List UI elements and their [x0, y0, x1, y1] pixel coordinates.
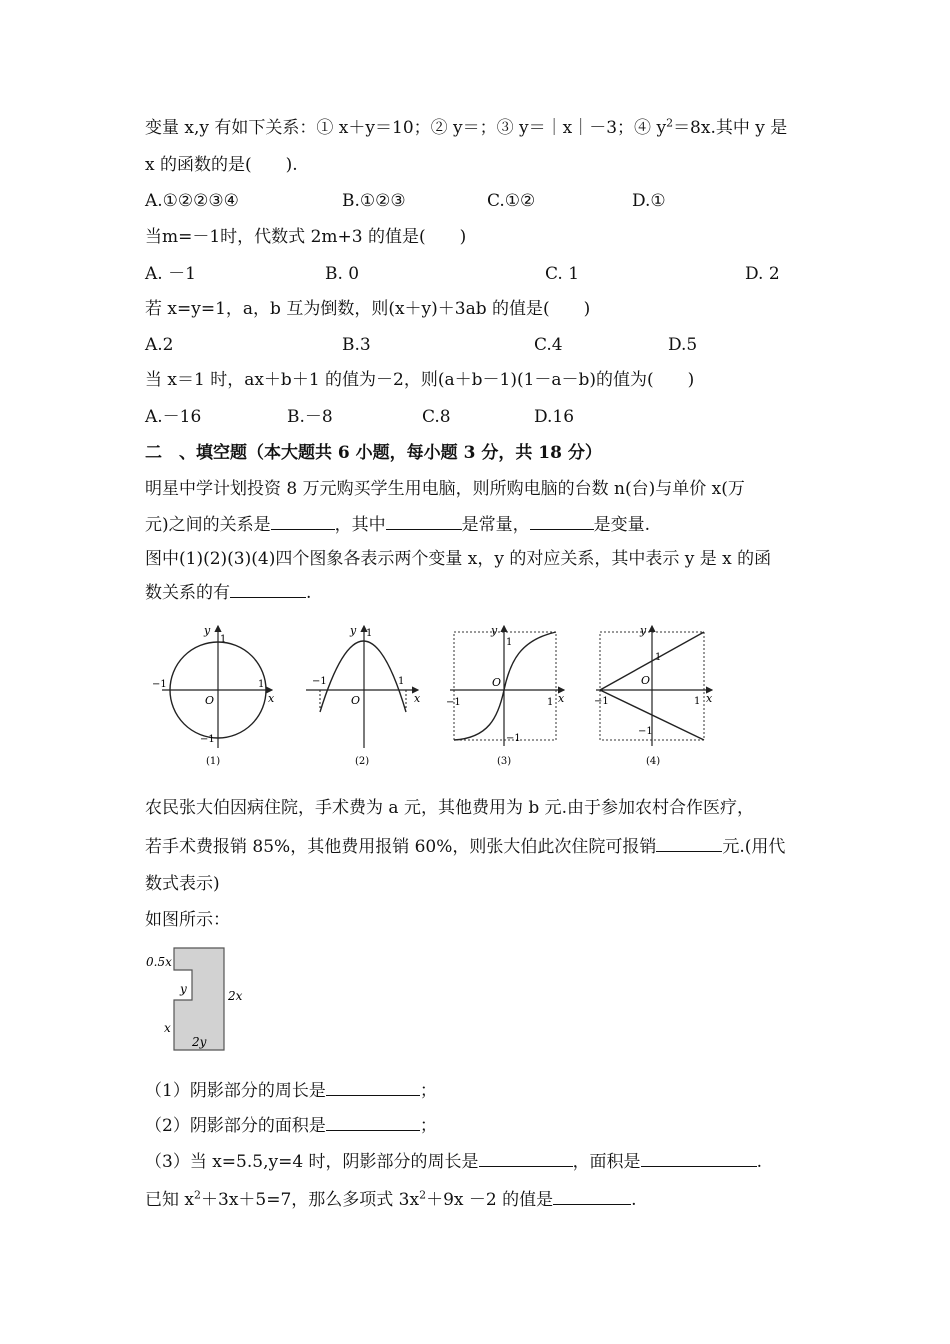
- svg-text:−1: −1: [312, 676, 327, 687]
- svg-text:1: 1: [694, 696, 701, 707]
- svg-text:x: x: [414, 692, 421, 705]
- graph-4-lines: [594, 624, 713, 767]
- svg-text:1: 1: [506, 637, 513, 648]
- q2-option-c: C. 1: [545, 264, 580, 284]
- svg-text:x: x: [268, 692, 275, 705]
- shaded-shape-figure: [144, 944, 254, 1054]
- q5-line1: 明星中学计划投资 8 万元购买学生用电脑，则所购电脑的台数 n(台)与单价 x(万: [145, 479, 745, 499]
- svg-text:2y: 2y: [192, 1035, 207, 1049]
- svg-text:(4): (4): [646, 756, 661, 767]
- svg-text:−1: −1: [638, 726, 653, 737]
- svg-text:O: O: [351, 694, 361, 707]
- svg-text:1: 1: [258, 679, 265, 690]
- q1-line1: 变量 x,y 有如下关系：① x＋y＝10；② y＝；③ y＝｜x｜－3；④ $y^2=8x$.其中 y 是: [145, 116, 788, 138]
- svg-text:O: O: [205, 694, 215, 707]
- graph-3-s-curve: [446, 624, 565, 767]
- svg-text:0.5x: 0.5x: [146, 955, 172, 969]
- q7-line2: 若手术费报销 85%，其他费用报销 60%，则张大伯此次住院可报销 元.(用代: [145, 837, 786, 857]
- q2-option-b: B. 0: [325, 264, 360, 284]
- q1-option-d: D.①: [632, 191, 666, 211]
- q1-option-b: B.①②③: [342, 191, 406, 211]
- svg-text:x: x: [706, 692, 713, 705]
- answer-blank[interactable]: [326, 1079, 420, 1096]
- q6-line1: 图中(1)(2)(3)(4)四个图象各表示两个变量 x，y 的对应关系，其中表示 y 是 x 的函: [145, 549, 772, 569]
- q8-sub1: （1）阴影部分的周长是 ；: [145, 1081, 437, 1101]
- svg-text:−1: −1: [446, 697, 461, 708]
- q4-stem: 当 x＝1 时，ax＋b＋1 的值为－2，则(a＋b－1)(1－a－b)的值为( ): [145, 370, 695, 390]
- answer-blank[interactable]: [479, 1150, 573, 1167]
- q3-option-c: C.4: [534, 335, 563, 355]
- svg-text:x: x: [164, 1021, 171, 1035]
- svg-text:y: y: [350, 624, 357, 637]
- svg-text:1: 1: [398, 676, 405, 687]
- q3-option-b: B.3: [342, 335, 371, 355]
- q3-option-d: D.5: [668, 335, 698, 355]
- q9-line: 已知 $x^2+3x+5=7$，那么多项式 $3x^2+9x -2$ 的值是 .: [145, 1188, 637, 1210]
- q8-sub2: （2）阴影部分的面积是 ；: [145, 1116, 437, 1136]
- q4-option-c: C.8: [422, 407, 451, 427]
- q5-line2: 元)之间的关系是 ，其中 是常量， 是变量.: [145, 515, 651, 535]
- section-title: 二 、填空题（本大题共 6 小题，每小题 3 分，共 18 分）: [145, 443, 602, 463]
- q4-option-a: A.－16: [145, 407, 202, 427]
- q1-option-c: C.①②: [487, 191, 536, 211]
- q2-stem: 当m=－1时，代数式 2m+3 的值是( ): [145, 227, 467, 247]
- svg-text:O: O: [641, 674, 651, 687]
- answer-blank[interactable]: [530, 513, 594, 530]
- answer-blank[interactable]: [230, 581, 306, 598]
- svg-text:y: y: [204, 624, 211, 637]
- svg-text:y: y: [640, 624, 647, 637]
- q3-option-a: A.2: [145, 335, 174, 355]
- answer-blank[interactable]: [386, 513, 462, 530]
- parabola-curve: [320, 641, 406, 712]
- q1-option-a: A.①②②③④: [145, 191, 239, 211]
- svg-text:y: y: [491, 624, 498, 637]
- q4-option-d: D.16: [534, 407, 575, 427]
- svg-text:O: O: [492, 676, 502, 689]
- q6-line2: 数关系的有 .: [145, 583, 312, 603]
- q4-option-b: B.－8: [287, 407, 333, 427]
- q7-line1: 农民张大伯因病住院，手术费为 a 元，其他费用为 b 元.由于参加农村合作医疗，: [145, 798, 755, 818]
- graph-2-parabola: [306, 624, 421, 767]
- q2-option-d: D. 2: [745, 264, 780, 284]
- svg-text:1: 1: [655, 652, 662, 663]
- answer-blank[interactable]: [641, 1150, 757, 1167]
- q2-option-a: A. －1: [145, 264, 196, 284]
- svg-text:1: 1: [547, 697, 554, 708]
- svg-text:−1: −1: [506, 733, 521, 744]
- answer-blank[interactable]: [553, 1188, 631, 1205]
- answer-blank[interactable]: [326, 1114, 420, 1131]
- answer-blank[interactable]: [656, 835, 722, 852]
- svg-text:1: 1: [366, 628, 373, 639]
- svg-text:y: y: [180, 982, 187, 996]
- svg-text:x: x: [558, 692, 565, 705]
- answer-blank[interactable]: [271, 513, 335, 530]
- svg-text:−1: −1: [594, 696, 609, 707]
- function-graphs-figure: [148, 618, 728, 770]
- svg-text:(3): (3): [497, 756, 512, 767]
- q1-line2: x 的函数的是( ).: [145, 155, 298, 175]
- q3-stem: 若 x=y=1，a，b 互为倒数，则(x＋y)＋3ab 的值是( ): [145, 299, 591, 319]
- q7-line3: 数式表示): [145, 874, 220, 894]
- q8-sub3: （3）当 x=5.5,y=4 时，阴影部分的周长是 ，面积是 .: [145, 1152, 762, 1172]
- svg-text:(2): (2): [355, 756, 370, 767]
- svg-text:−1: −1: [200, 734, 215, 745]
- s-curve: [454, 632, 556, 740]
- svg-text:1: 1: [220, 634, 227, 645]
- svg-text:−1: −1: [152, 679, 167, 690]
- q8-intro: 如图所示：: [145, 910, 230, 930]
- svg-text:(1): (1): [206, 756, 221, 767]
- svg-text:2x: 2x: [228, 989, 243, 1003]
- graph-1-circle: [152, 624, 275, 767]
